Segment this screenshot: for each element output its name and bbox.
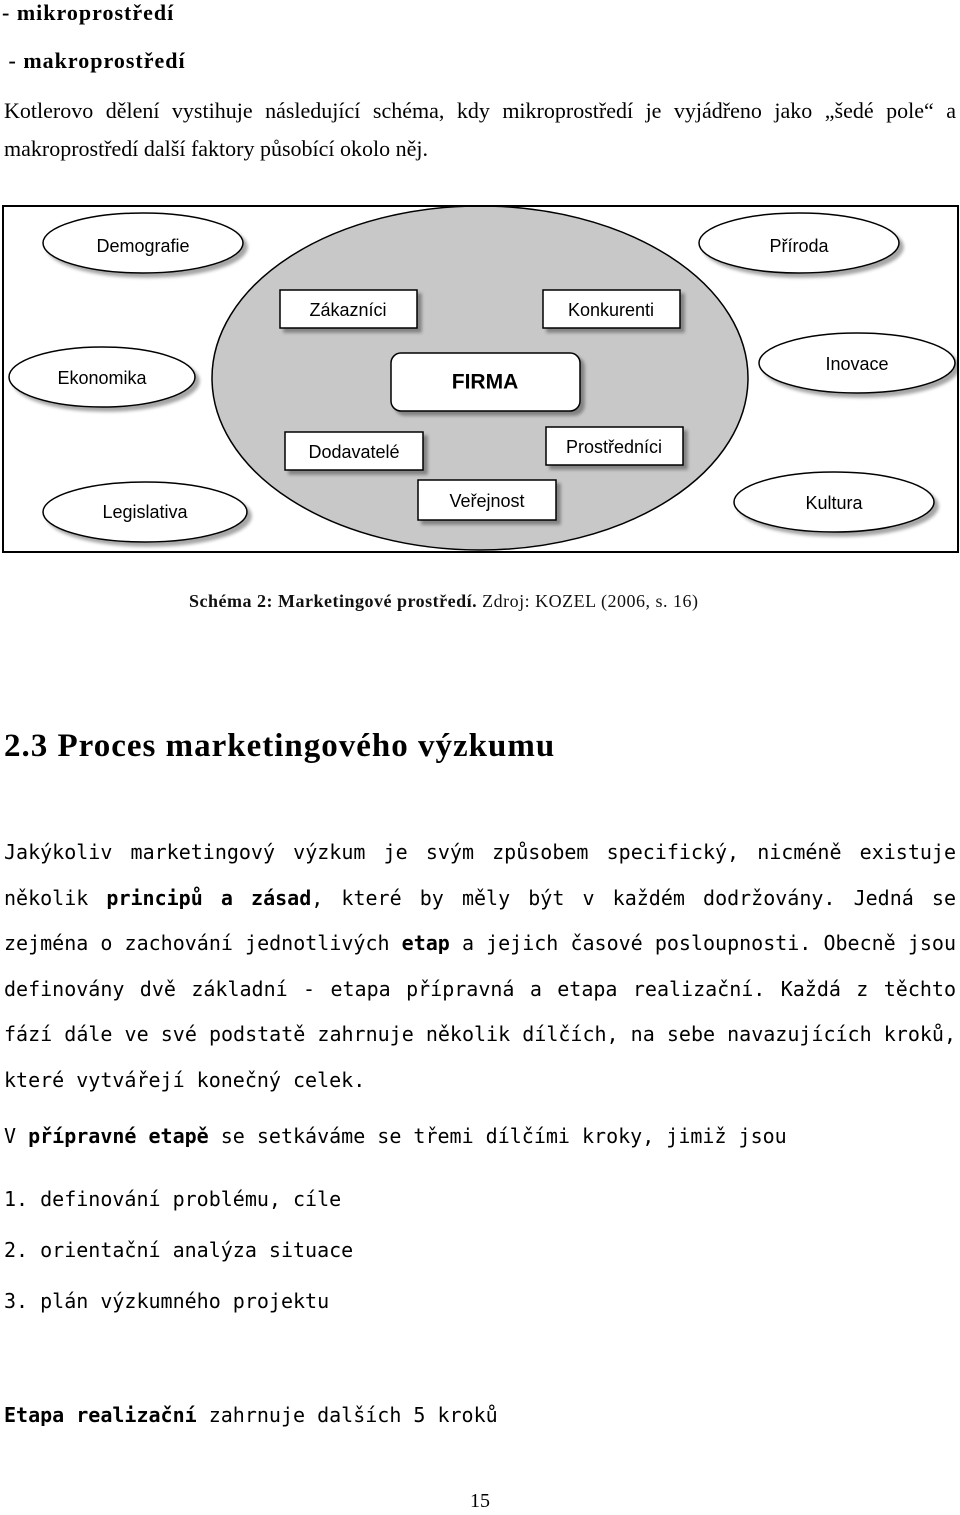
macro-demografie — [43, 213, 243, 273]
macro-legislativa — [43, 482, 247, 542]
micro-label: Zákazníci — [309, 299, 387, 320]
macro-label: Demografie — [96, 235, 190, 256]
micro-label: Prostředníci — [565, 436, 663, 457]
macro-inovace — [759, 333, 955, 393]
macro-label: Inovace — [825, 353, 889, 374]
paragraph-pripravna — [4, 1114, 956, 1160]
section-title: 2.3 Proces marketingového výzkumu — [4, 728, 556, 764]
micro-label: Veřejnost — [449, 490, 525, 511]
macro-label: Příroda — [769, 235, 829, 256]
bold-etapy: etap — [401, 931, 450, 955]
micro-verejnost — [418, 480, 556, 520]
caption-source: Zdroj: KOZEL (2006, s. 16) — [477, 591, 699, 611]
diagram-caption — [189, 591, 698, 612]
macro-label: Kultura — [805, 492, 863, 513]
bold-principy: principů a zásad — [106, 885, 312, 910]
text-segment: a jejich časové posloupnosti. Obecně jsou definovány dvě základní - etapa přípravná a etapa realizační. Každá z těchto fází dále ve své podstatě zahrnuje několik dílčích, na sebe navazujících kroků, které vytvářejí konečný celek. — [4, 931, 956, 1092]
list-item: 2. orientační analýza situace — [4, 1238, 354, 1262]
intro-paragraph: Kotlerovo dělení vystihuje následující schéma, kdy mikroprostředí je vyjádřeno jako „šedé pole“ a makroprostředí další faktory působící okolo něj. — [4, 98, 956, 161]
list-item: 3. plán výzkumného projektu — [4, 1289, 330, 1313]
center-label: FIRMA — [451, 370, 519, 394]
marketing-environment-diagram — [2, 205, 959, 553]
paragraph-realizacni — [4, 1403, 498, 1427]
page-number: 15 — [470, 1490, 490, 1512]
caption-bold: Schéma 2: Marketingové prostředí. — [189, 591, 478, 611]
list-item: 1. definování problému, cíle — [4, 1187, 342, 1211]
macro-kultura — [734, 472, 934, 532]
bold-etapa-realizacni: Etapa realizační — [4, 1403, 197, 1427]
micro-label: Konkurenti — [567, 299, 655, 320]
micro-zakaznici — [280, 290, 417, 328]
macro-ekonomika — [9, 347, 195, 407]
micro-label: Dodavatelé — [308, 441, 400, 462]
text-segment: zahrnuje dalších 5 kroků — [196, 1403, 498, 1427]
bold-pripravna-etapa: přípravné etapě — [28, 1124, 209, 1148]
text-segment: V — [4, 1124, 29, 1148]
macro-label: Legislativa — [102, 501, 188, 522]
bullet-mikroprostredi: - mikroprostředí — [2, 0, 175, 25]
macro-label: Ekonomika — [57, 367, 147, 388]
micro-prostrednici — [546, 427, 683, 465]
micro-konkurenti — [543, 290, 680, 328]
micro-dodavatele — [285, 432, 423, 470]
text-segment: Jakýkoliv marketingový výzkum je svým způsobem specifický, nicméně existuje několik — [4, 840, 956, 910]
bullet-makroprostredi: - makroprostředí — [2, 48, 186, 73]
macro-priroda — [699, 213, 899, 273]
paragraph-principles — [4, 830, 956, 1103]
center-firma — [391, 353, 580, 411]
text-segment: se setkáváme se třemi dílčími kroky, jimiž jsou — [208, 1124, 787, 1148]
text-segment: , které by měly být v každém dodržovány. Jedná se zejména o zachování jednotlivých — [4, 885, 957, 955]
section-heading — [4, 728, 555, 765]
